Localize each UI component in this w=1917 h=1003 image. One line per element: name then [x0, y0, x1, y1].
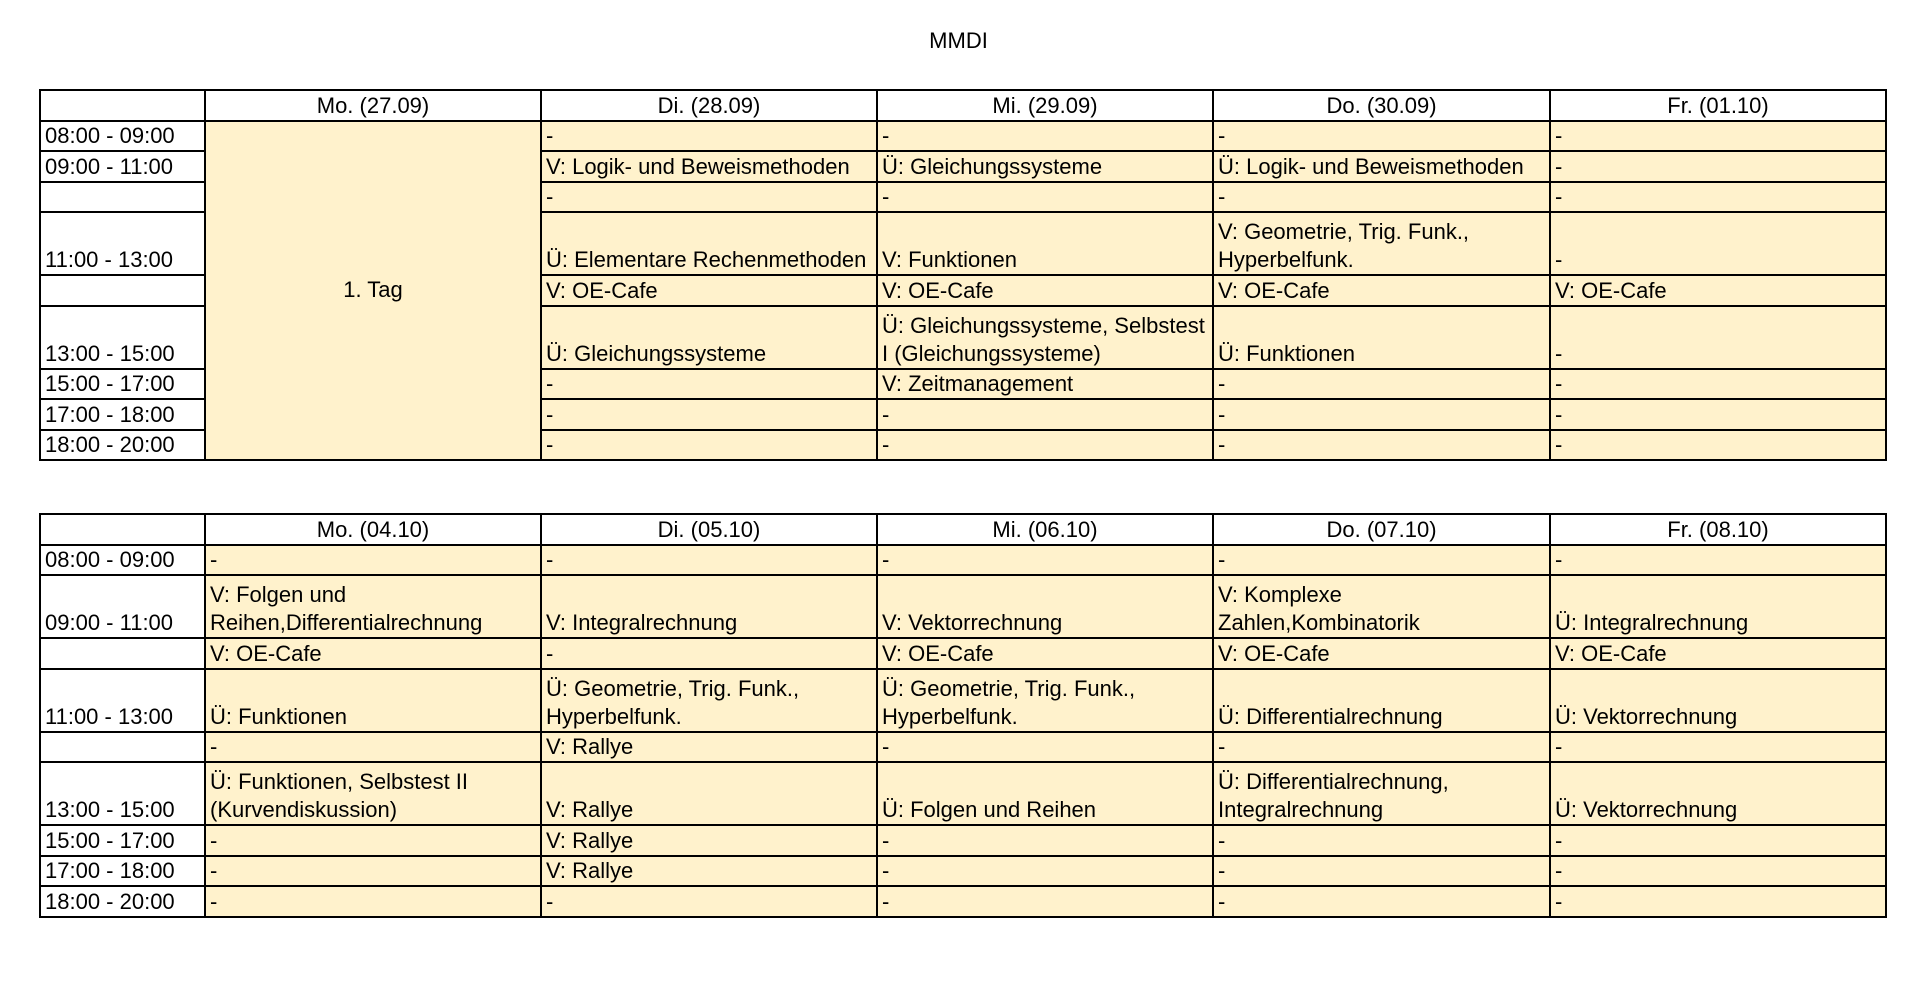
schedule-cell: - — [1550, 182, 1886, 213]
table-row — [40, 856, 1886, 887]
schedule-cell: Ü: Differentialrechnung, Integralrechnung — [1213, 762, 1550, 825]
schedule-cell: - — [541, 545, 877, 576]
time-slot: 17:00 - 18:00 — [40, 399, 205, 430]
table-row — [40, 669, 1886, 732]
schedule-cell: - — [541, 182, 877, 213]
table-row — [40, 886, 1886, 917]
schedule-cell: - — [877, 430, 1213, 461]
time-slot: 08:00 - 09:00 — [40, 121, 205, 152]
schedule-cell: - — [1550, 151, 1886, 182]
time-slot: 15:00 - 17:00 — [40, 369, 205, 400]
schedule-cell: Ü: Vektorrechnung — [1550, 669, 1886, 732]
day-header: Mo. (04.10) — [205, 514, 541, 545]
schedule-cell: V: Integralrechnung — [541, 575, 877, 638]
schedule-cell: V: Rallye — [541, 762, 877, 825]
schedule-cell: - — [1550, 306, 1886, 369]
header-row — [40, 90, 1886, 121]
schedule-cell: - — [1550, 886, 1886, 917]
schedule-cell: Ü: Geometrie, Trig. Funk., Hyperbelfunk. — [877, 669, 1213, 732]
time-slot: 11:00 - 13:00 — [40, 212, 205, 275]
schedule-cell: - — [541, 886, 877, 917]
schedule-table-week-2 — [39, 513, 1887, 918]
schedule-cell: Ü: Funktionen — [1213, 306, 1550, 369]
schedule-cell: Ü: Geometrie, Trig. Funk., Hyperbelfunk. — [541, 669, 877, 732]
day-header: Mi. (06.10) — [877, 514, 1213, 545]
schedule-cell: - — [205, 886, 541, 917]
time-slot: 17:00 - 18:00 — [40, 856, 205, 887]
schedule-cell: V: Rallye — [541, 732, 877, 763]
schedule-cell: V: OE-Cafe — [541, 275, 877, 306]
schedule-cell: Ü: Vektorrechnung — [1550, 762, 1886, 825]
schedule-cell: V: OE-Cafe — [1213, 275, 1550, 306]
schedule-cell: V: Zeitmanagement — [877, 369, 1213, 400]
schedule-table-week-1 — [39, 89, 1887, 461]
schedule-cell: Ü: Gleichungssysteme — [877, 151, 1213, 182]
schedule-cell: - — [877, 545, 1213, 576]
schedule-cell: Ü: Logik- und Beweismethoden — [1213, 151, 1550, 182]
schedule-cell: - — [205, 732, 541, 763]
schedule-cell: - — [205, 545, 541, 576]
schedule-cell: - — [541, 399, 877, 430]
time-slot: 15:00 - 17:00 — [40, 825, 205, 856]
schedule-cell: Ü: Elementare Rechenmethoden — [541, 212, 877, 275]
time-slot: 11:00 - 13:00 — [40, 669, 205, 732]
day-header: Fr. (08.10) — [1550, 514, 1886, 545]
schedule-cell: - — [1550, 399, 1886, 430]
schedule-cell: V: OE-Cafe — [877, 275, 1213, 306]
schedule-cell: V: Funktionen — [877, 212, 1213, 275]
table-row — [40, 762, 1886, 825]
schedule-cell: V: OE-Cafe — [1213, 638, 1550, 669]
schedule-cell: - — [1213, 856, 1550, 887]
schedule-cell: - — [1550, 121, 1886, 152]
day-header: Mi. (29.09) — [877, 90, 1213, 121]
time-slot: 18:00 - 20:00 — [40, 886, 205, 917]
schedule-cell: - — [1213, 545, 1550, 576]
schedule-cell: - — [877, 732, 1213, 763]
schedule-cell: Ü: Differentialrechnung — [1213, 669, 1550, 732]
schedule-cell: V: Geometrie, Trig. Funk., Hyperbelfunk. — [1213, 212, 1550, 275]
schedule-cell: - — [541, 369, 877, 400]
schedule-cell: - — [205, 825, 541, 856]
table-row — [40, 121, 1886, 152]
schedule-cell: - — [1213, 121, 1550, 152]
schedule-cell: - — [1550, 430, 1886, 461]
day-header: Do. (07.10) — [1213, 514, 1550, 545]
schedule-cell: - — [1550, 545, 1886, 576]
time-slot — [40, 638, 205, 669]
time-slot: 09:00 - 11:00 — [40, 151, 205, 182]
time-slot — [40, 275, 205, 306]
schedule-cell: Ü: Folgen und Reihen — [877, 762, 1213, 825]
time-slot — [40, 182, 205, 213]
schedule-cell: Ü: Gleichungssysteme — [541, 306, 877, 369]
schedule-cell: Ü: Integralrechnung — [1550, 575, 1886, 638]
day-header: Do. (30.09) — [1213, 90, 1550, 121]
schedule-cell: V: OE-Cafe — [877, 638, 1213, 669]
time-slot: 13:00 - 15:00 — [40, 306, 205, 369]
schedule-cell: V: Vektorrechnung — [877, 575, 1213, 638]
table-row — [40, 545, 1886, 576]
schedule-cell: V: Rallye — [541, 856, 877, 887]
schedule-cell: - — [1213, 182, 1550, 213]
schedule-cell: V: Rallye — [541, 825, 877, 856]
schedule-cell: - — [1213, 886, 1550, 917]
schedule-cell: - — [1213, 430, 1550, 461]
schedule-cell: - — [205, 856, 541, 887]
time-slot: 08:00 - 09:00 — [40, 545, 205, 576]
schedule-cell: V: Folgen und Reihen,Differentialrechnung — [205, 575, 541, 638]
schedule-cell: Ü: Funktionen — [205, 669, 541, 732]
schedule-cell: - — [1550, 825, 1886, 856]
first-day-cell: 1. Tag — [205, 121, 541, 461]
schedule-cell: - — [541, 121, 877, 152]
schedule-cell: - — [1213, 732, 1550, 763]
table-row — [40, 575, 1886, 638]
schedule-cell: V: Logik- und Beweismethoden — [541, 151, 877, 182]
schedule-cell: - — [1550, 369, 1886, 400]
schedule-cell: - — [877, 886, 1213, 917]
schedule-cell: V: OE-Cafe — [1550, 275, 1886, 306]
time-slot: 13:00 - 15:00 — [40, 762, 205, 825]
corner-cell — [40, 514, 205, 545]
schedule-cell: - — [1213, 399, 1550, 430]
schedule-cell: - — [541, 430, 877, 461]
table-row — [40, 732, 1886, 763]
schedule-cell: - — [877, 825, 1213, 856]
schedule-cell: Ü: Funktionen, Selbstest II (Kurvendiskussion) — [205, 762, 541, 825]
schedule-cell: - — [877, 182, 1213, 213]
schedule-cell: V: OE-Cafe — [1550, 638, 1886, 669]
day-header: Mo. (27.09) — [205, 90, 541, 121]
schedule-cell: - — [877, 399, 1213, 430]
day-header: Di. (28.09) — [541, 90, 877, 121]
schedule-cell: - — [541, 638, 877, 669]
schedule-cell: - — [1213, 369, 1550, 400]
schedule-cell: V: Komplexe Zahlen,Kombinatorik — [1213, 575, 1550, 638]
table-row — [40, 825, 1886, 856]
time-slot — [40, 732, 205, 763]
day-header: Fr. (01.10) — [1550, 90, 1886, 121]
schedule-cell: Ü: Gleichungssysteme, Selbstest I (Gleichungssysteme) — [877, 306, 1213, 369]
schedule-cell: V: OE-Cafe — [205, 638, 541, 669]
schedule-cell: - — [1550, 212, 1886, 275]
header-row — [40, 514, 1886, 545]
schedule-cell: - — [877, 121, 1213, 152]
schedule-cell: - — [877, 856, 1213, 887]
schedule-cell: - — [1213, 825, 1550, 856]
page-title: MMDI — [929, 28, 988, 53]
corner-cell — [40, 90, 205, 121]
time-slot: 09:00 - 11:00 — [40, 575, 205, 638]
table-row — [40, 638, 1886, 669]
schedule-cell: - — [1550, 856, 1886, 887]
day-header: Di. (05.10) — [541, 514, 877, 545]
time-slot: 18:00 - 20:00 — [40, 430, 205, 461]
schedule-cell: - — [1550, 732, 1886, 763]
